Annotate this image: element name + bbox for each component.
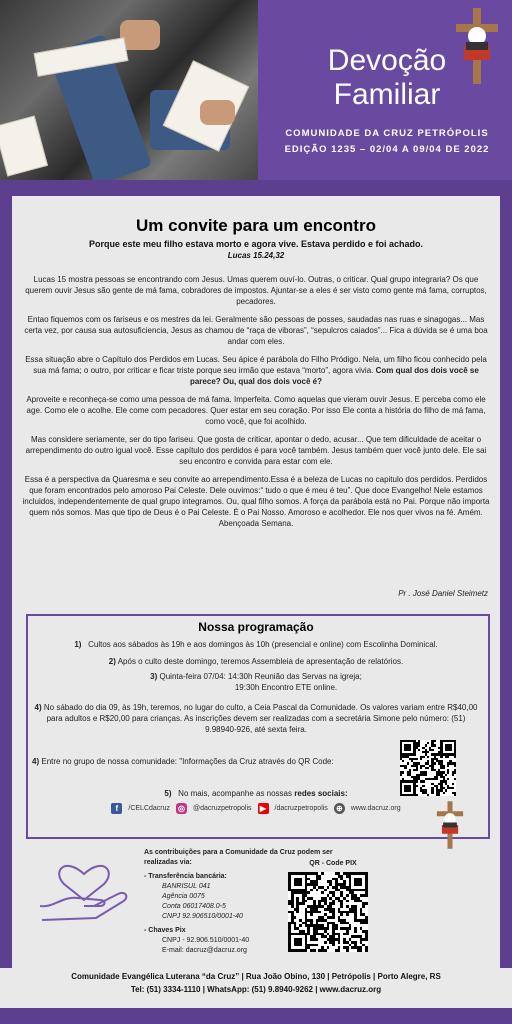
item-number: 5) xyxy=(164,789,172,798)
pix-line: E-mail: dacruz@dacruz.org xyxy=(162,947,247,954)
article-author: Pr . José Daniel Steimetz xyxy=(398,589,488,598)
bank-line: CNPJ 92.906510/0001-40 xyxy=(162,913,243,920)
item-number: 1) xyxy=(74,640,82,649)
program-section xyxy=(12,608,500,966)
footer-contact: Tel: (51) 3334-1110 | WhatsApp: (51) 9.8940-9262 | www.dacruz.org xyxy=(130,985,382,994)
program-item xyxy=(32,756,402,767)
facebook-icon: f xyxy=(111,803,122,814)
church-cross-small-icon xyxy=(432,800,468,850)
program-title: Nossa programação xyxy=(198,620,314,634)
item-number: 2) xyxy=(108,657,116,666)
header-banner xyxy=(0,0,512,180)
footer-address: Comunidade Evangélica Luterana “da Cruz” | Rua João Obino, 130 | Petrópolis | Porto Alegre, RS xyxy=(71,972,441,981)
item-number: 4) xyxy=(32,757,40,766)
item-number: 4) xyxy=(34,703,42,712)
footer xyxy=(0,968,512,1008)
paragraph xyxy=(22,354,490,387)
pix-line: CNPJ - 92.906.510/0001-40 xyxy=(162,937,250,944)
program-item xyxy=(32,671,480,693)
instagram-link[interactable]: @dacruzpetropolis xyxy=(193,805,252,812)
heart-hand-icon xyxy=(34,836,134,926)
article-card xyxy=(12,196,500,608)
instagram-icon: ◎ xyxy=(176,803,187,814)
bank-line: Agência 0075 xyxy=(162,893,205,900)
social-links xyxy=(12,803,500,814)
paragraph-text: Essa situação abre o Capítulo dos Perdidos em Lucas. Seu ápice é parábola do Filho Pródigo. Nela, um filho ficou conhecido pela sua má fama; o outro, por criticar e ficar triste porque seu irmão que estava “morto”, agora vivia. xyxy=(25,355,487,375)
edition-info: EDIÇÃO 1235 – 02/04 A 09/04 DE 2022 xyxy=(284,144,490,155)
bank-line: Conta 06017408.0-5 xyxy=(162,903,226,910)
item-text-bold: redes sociais: xyxy=(294,789,348,798)
website-link[interactable]: www.dacruz.org xyxy=(350,805,401,812)
item-text: No sábado do dia 09, às 19h, teremos, no lugar do culto, a Ceia Pascal da Comunidade. Os valores variam entre R$40,00 para adultos e R$20,00 para crianças. As inscrições devem ser realizadas com a secretária Simone pelo número: (51) 9.98940-926, até sexta feira. xyxy=(43,703,478,734)
paragraph: Essa é a perspectiva da Quaresma e seu convite ao arrependimento.Essa é a beleza de Lucas no capitulo dos perdidos. Perdidos que foram encontrados pelo amoroso Pai Celeste. Dele ouvimos:“ tudo o que é meu é teu”. Que doce Evangelho! Nele estamos incluidos, independentemente de qual grupo integramos. Ou, qual filho somos. A força da parábola está no Pai. Porque não importa quem nós somos. Mas que tipo de Deus é o Pai Celeste. É o Pai Nosso. Amoroso e acolhedor. Ele nos quer vivos na fé. Amém. xyxy=(22,475,490,517)
community-name: COMUNIDADE DA CRUZ PETRÓPOLIS xyxy=(285,128,489,139)
paragraph-highlight: Com qual dos dois você se parece? Ou, qual dos dois você é? xyxy=(189,366,479,386)
article-body xyxy=(22,274,490,536)
youtube-icon: ▶ xyxy=(258,803,269,814)
title-line2: Familiar xyxy=(333,78,441,111)
item-number: 3) xyxy=(150,672,158,681)
verse-reference: Lucas 15.24,32 xyxy=(227,251,285,260)
church-cross-logo-icon xyxy=(452,6,502,86)
program-item xyxy=(32,639,480,650)
item-text: Após o culto deste domingo, teremos Assembleia de apresentação de relatórios. xyxy=(117,657,404,666)
title-line1: Devoção xyxy=(327,44,447,77)
paragraph: Lucas 15 mostra pessoas se encontrando com Jesus. Umas querem ouví-lo. Outras, o criticar. Qual grupo integraria? Os que querem ouvir Jesus são gente de má fama, cobradores de impostos. Ajuntar-se a eles é ser visto como gente má fama, corruptos, pecadores. xyxy=(25,275,487,306)
article-title: Um convite para um encontro xyxy=(136,216,376,235)
youtube-link[interactable]: /dacruzpetropolis xyxy=(274,805,328,812)
paragraph: Mas considere seriamente, ser do tipo fariseu. Que gosta de criticar, apontar o dedo, acusar... Que tem dificuldade de aceitar o arrependimento do outro igual você. Esse capítulo dos perdidos é para você também. Jesus também quer você junto dele. Ele sai seu encontro e convida para estar com ele. xyxy=(25,435,487,466)
paragraph: Entao fiquemos com os fariseus e os mestres da lei. Geralmente são pessoas de posses, saudadas nas ruas e sinagogas... Mas certa vez, por causa sua autosuficiencia, Jesus as chamou de “raça de viboras”, “sepulcros caiados”... Fica a dúvida se é uma boa andar com eles. xyxy=(24,315,488,346)
item-text: No mais, acompanhe as nossas xyxy=(178,789,293,798)
closing-text: Abençoada Semana. xyxy=(218,519,294,528)
paragraph: Aproveite e reconheça-se como uma pessoa de má fama. Imperfeita. Como aquelas que vieram ouvir Jesus. E perceba como ele age. Como ele o acolhe. Ele come com pecadores. Quer estar em seu coração. Por isso Ele conta a história do filho de má fama, como você, que foi acolhido. xyxy=(26,395,486,426)
header-photo xyxy=(0,0,258,180)
globe-icon: ⊕ xyxy=(334,803,345,814)
item-text: Quinta-feira 07/04: 14:30h Reunião das Servas na igreja; xyxy=(159,672,362,681)
item-text: Entre no grupo de nossa comunidade: "Informações da Cruz através do QR Code: xyxy=(41,757,334,766)
pix-label: - Chaves Pix xyxy=(144,927,186,934)
program-item xyxy=(32,788,480,799)
item-text-continued: 19:30h Encontro ETE online. xyxy=(234,683,338,692)
facebook-link[interactable]: /CELCdacruz xyxy=(128,805,171,812)
item-text: Cultos aos sábados às 19h e aos domingos às 10h (presencial e online) com Escolinha Dominical. xyxy=(88,640,438,649)
contrib-intro: As contribuições para a Comunidade da Cruz podem ser realizadas via: xyxy=(144,849,333,866)
article-verse: Porque este meu filho estava morto e agora vive. Estava perdido e foi achado. xyxy=(88,239,424,249)
pix-qr-label: QR - Code PIX xyxy=(309,860,357,867)
program-item xyxy=(32,656,480,667)
bank-line: BANRISUL 041 xyxy=(162,883,211,890)
program-item xyxy=(32,702,480,735)
transfer-label: - Transferência bancária: xyxy=(144,873,227,880)
pix-qr-code[interactable] xyxy=(288,872,368,952)
